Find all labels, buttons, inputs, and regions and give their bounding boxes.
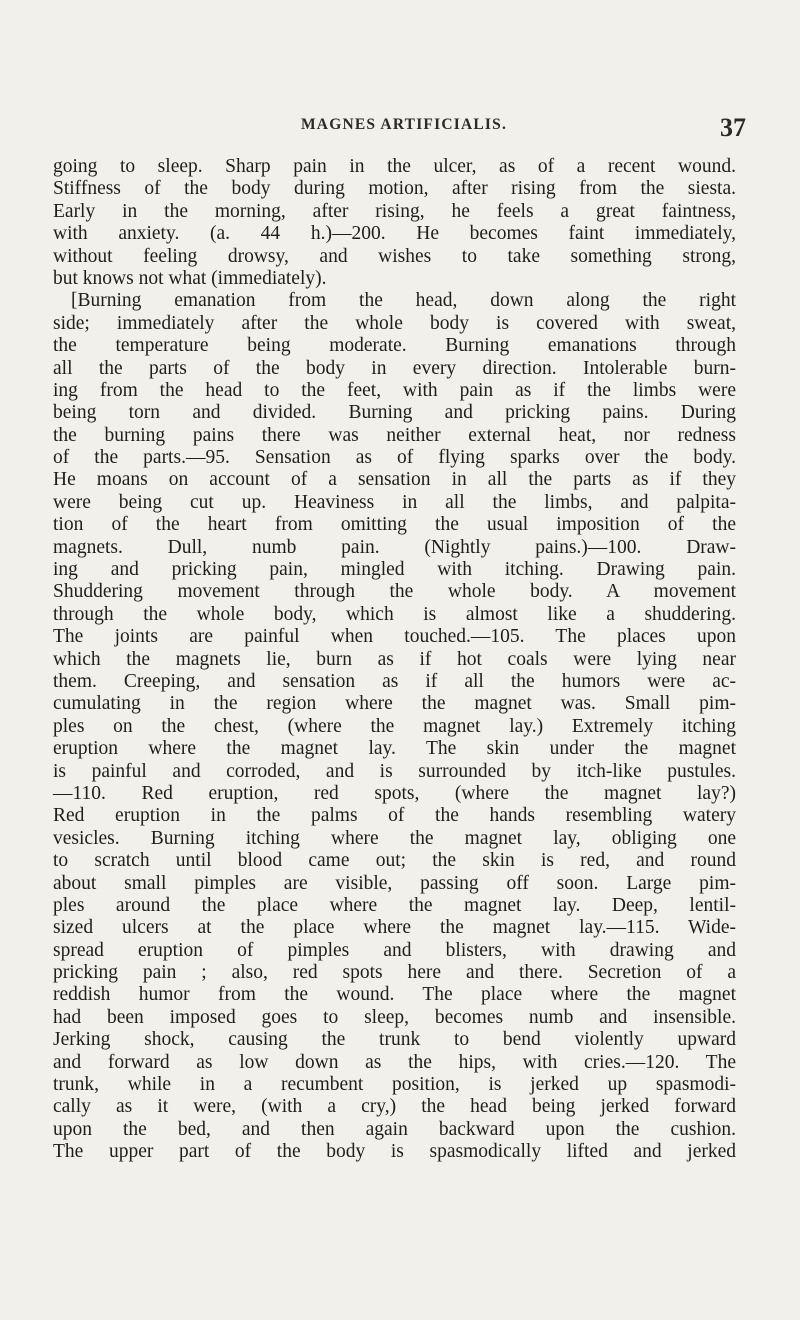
text-line: with anxiety. (a. 44 h.)—200. He becomes faint immediately, bbox=[53, 223, 736, 245]
page-header bbox=[54, 113, 754, 146]
text-line: about small pimples are visible, passing off soon. Large pim- bbox=[53, 872, 736, 894]
text-line: all the parts of the body in every direction. Intolerable burn- bbox=[53, 357, 736, 379]
text-line: were being cut up. Heaviness in all the limbs, and palpita- bbox=[53, 491, 736, 513]
text-line: Jerking shock, causing the trunk to bend violently upward bbox=[53, 1029, 736, 1051]
text-line: the burning pains there was neither external heat, nor redness bbox=[53, 424, 736, 446]
text-line: Stiffness of the body during motion, after rising from the siesta. bbox=[53, 178, 736, 200]
text-line: without feeling drowsy, and wishes to take something strong, bbox=[53, 245, 736, 267]
text-line: Early in the morning, after rising, he feels a great faintness, bbox=[53, 200, 736, 222]
text-line: ples around the place where the magnet lay. Deep, lentil- bbox=[53, 894, 736, 916]
text-line: the temperature being moderate. Burning emanations through bbox=[53, 335, 736, 357]
text-line: ples on the chest, (where the magnet lay.) Extremely itching bbox=[53, 715, 736, 737]
text-line: through the whole body, which is almost like a shuddering. bbox=[53, 603, 736, 625]
text-line: [Burning emanation from the head, down along the right bbox=[71, 290, 736, 312]
text-line: pricking pain ; also, red spots here and there. Secretion of a bbox=[53, 962, 736, 984]
text-line: ing from the head to the feet, with pain as if the limbs were bbox=[53, 379, 736, 401]
text-line: magnets. Dull, numb pain. (Nightly pains.)—100. Draw- bbox=[53, 536, 736, 558]
text-line: eruption where the magnet lay. The skin under the magnet bbox=[53, 738, 736, 760]
text-line: Red eruption in the palms of the hands resembling watery bbox=[53, 805, 736, 827]
text-line: them. Creeping, and sensation as if all the humors were ac- bbox=[53, 670, 736, 692]
text-line: cally as it were, (with a cry,) the head being jerked forward bbox=[53, 1096, 736, 1118]
text-line: which the magnets lie, burn as if hot coals were lying near bbox=[53, 648, 736, 670]
text-line: spread eruption of pimples and blisters, with drawing and bbox=[53, 939, 736, 961]
text-line: sized ulcers at the place where the magnet lay.—115. Wide- bbox=[53, 917, 736, 939]
text-line: reddish humor from the wound. The place where the magnet bbox=[53, 984, 736, 1006]
text-line: upon the bed, and then again backward upon the cushion. bbox=[53, 1118, 736, 1140]
text-line: of the parts.—95. Sensation as of flying sparks over the body. bbox=[53, 447, 736, 469]
text-line: cumulating in the region where the magnet was. Small pim- bbox=[53, 693, 736, 715]
text-line: to scratch until blood came out; the skin is red, and round bbox=[53, 850, 736, 872]
text-line: —110. Red eruption, red spots, (where the magnet lay?) bbox=[53, 782, 736, 804]
text-line: He moans on account of a sensation in all the parts as if they bbox=[53, 469, 736, 491]
text-line: tion of the heart from omitting the usual imposition of the bbox=[53, 514, 736, 536]
body-text bbox=[53, 156, 736, 1164]
running-head: MAGNES ARTIFICIALIS. bbox=[300, 116, 508, 133]
text-line: going to sleep. Sharp pain in the ulcer, as of a recent wound. bbox=[53, 156, 736, 177]
text-line: The joints are painful when touched.—105. The places upon bbox=[53, 626, 736, 648]
text-line: ing and pricking pain, mingled with itching. Drawing pain. bbox=[53, 559, 736, 581]
text-line: had been imposed goes to sleep, becomes numb and insensible. bbox=[53, 1006, 736, 1028]
text-line: vesicles. Burning itching where the magnet lay, obliging one bbox=[53, 827, 736, 849]
page-number: 37 bbox=[720, 113, 746, 142]
text-line: The upper part of the body is spasmodically lifted and jerked bbox=[53, 1141, 736, 1163]
text-line: being torn and divided. Burning and pricking pains. During bbox=[53, 402, 736, 424]
text-line: and forward as low down as the hips, with cries.—120. The bbox=[53, 1051, 736, 1073]
text-line: side; immediately after the whole body is covered with sweat, bbox=[53, 312, 736, 334]
text-line: but knows not what (immediately). bbox=[53, 267, 327, 289]
text-line: Shuddering movement through the whole body. A movement bbox=[53, 581, 736, 603]
text-line: trunk, while in a recumbent position, is jerked up spasmodi- bbox=[53, 1074, 736, 1096]
text-line: is painful and corroded, and is surrounded by itch-like pustules. bbox=[53, 760, 736, 782]
